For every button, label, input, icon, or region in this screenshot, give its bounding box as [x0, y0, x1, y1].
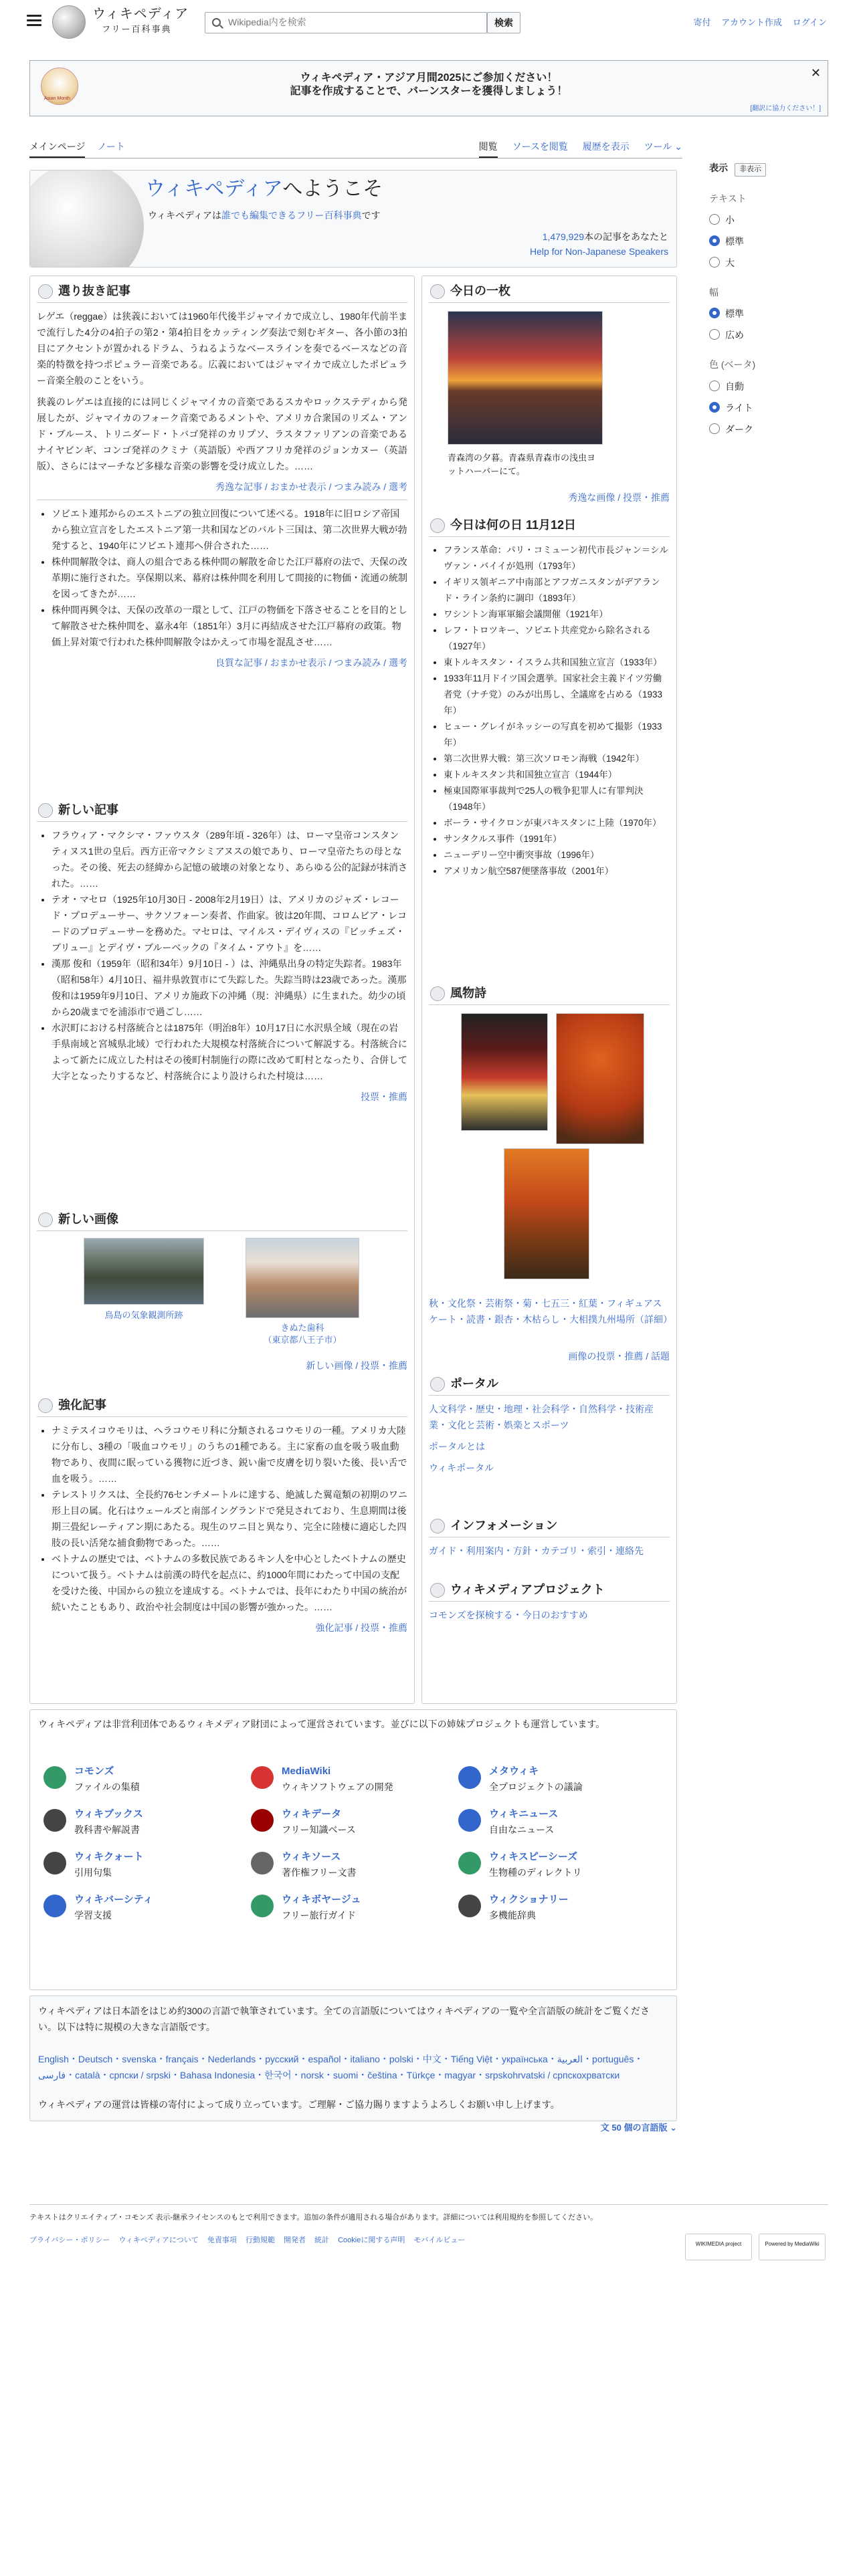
- sister-wiktionary[interactable]: ウィクショナリー 多機能辞典: [458, 1892, 659, 1932]
- footer-link[interactable]: 行動規範: [245, 2236, 275, 2244]
- section-heading: ポータル: [450, 1377, 498, 1390]
- language-count-button[interactable]: 文 50 個の言語版 ⌄: [600, 2123, 677, 2133]
- login-link[interactable]: ログイン: [792, 17, 827, 27]
- wikibooks-icon: [43, 1809, 66, 1832]
- tab-tools[interactable]: ツール ⌄: [644, 141, 682, 152]
- sister-wikiversity[interactable]: ウィキバーシティ 学習支援: [43, 1892, 244, 1932]
- sisters-intro: ウィキペディアは非営利団体であるウィキメディア財団によって運営されています。並びに以下の姉妹プロジェクトも運営しています。: [38, 1719, 605, 1729]
- section-heading: ウィキメディアプロジェクト: [450, 1583, 605, 1596]
- languages-list[interactable]: English・Deutsch・svenska・français・Nederlands・русский・español・italiano・polski・中文・Tiếng Việt・українська・العربية・português・فارسی・català・српски / srpski・Bahasa Indonesia・한국어・norsk・suomi・čeština・Türkçe・magyar・srpskohrvatski / српскохрватски: [38, 2054, 644, 2080]
- sister-wikinews[interactable]: ウィキニュース 自由なニュース: [458, 1806, 659, 1846]
- width-standard[interactable]: 標準: [709, 306, 830, 321]
- main-menu-button[interactable]: [27, 15, 41, 27]
- section-heading: 強化記事: [58, 1398, 106, 1412]
- project-text[interactable]: コモンズを探検する・今日のおすすめ: [429, 1610, 588, 1620]
- wikimedia-badge[interactable]: WIKIMEDIA project: [685, 2234, 752, 2260]
- appearance-title: 表示: [709, 163, 728, 173]
- list-item[interactable]: • レフ・トロツキー、ソビエト共産党から除名される（1927年）: [444, 623, 670, 655]
- help-non-japanese-link[interactable]: Help for Non-Japanese Speakers: [529, 246, 668, 257]
- mediawiki-icon: [251, 1766, 274, 1789]
- list-item[interactable]: • ヒュー・グレイがネッシーの写真を初めて撮影（1933年）: [444, 719, 670, 751]
- wikipedia-logo[interactable]: [52, 5, 86, 39]
- footer-link[interactable]: モバイルビュー: [413, 2236, 466, 2244]
- width-heading: 幅: [709, 286, 719, 298]
- list-item[interactable]: • 極東国際軍事裁判で25人の戦争犯罪人に有罪判決（1948年）: [444, 783, 670, 815]
- wikiportal-link[interactable]: ウィキポータル: [429, 1463, 494, 1473]
- right-column: [421, 276, 677, 1704]
- list-item[interactable]: • ワシントン海軍軍縮会議開催（1921年）: [444, 607, 670, 623]
- text-size-heading: テキスト: [709, 193, 747, 204]
- new-articles-section: [37, 800, 407, 1104]
- wikidata-icon: [251, 1809, 274, 1832]
- color-auto[interactable]: 自動: [709, 379, 830, 394]
- banner-line-1[interactable]: ウィキペディア・アジア月間2025にご参加ください！: [300, 72, 558, 84]
- wikiversity-icon: [43, 1895, 66, 1917]
- search-button[interactable]: 検索: [487, 12, 520, 33]
- portal-text[interactable]: 人文科学・歴史・地理・社会科学・自然科学・技術産業・文化と芸術・娯楽とスポーツ: [429, 1404, 654, 1430]
- section-heading: 風物詩: [450, 986, 486, 1000]
- donation-note: ウィキペディアの運営は皆様の寄付によって成り立っています。ご理解・ご協力賜りますようよろしくお願い申し上げます。: [38, 2099, 560, 2110]
- list-item[interactable]: • フランス革命：パリ・コミューン初代市長ジャン＝シルヴァン・バイイが処刑（1793年）: [444, 542, 670, 574]
- banner-line-2[interactable]: 記事を作成することで、バーンスターを獲得しましょう！: [290, 86, 568, 97]
- image-caption[interactable]: 鳥島の気象観測所跡: [104, 1310, 183, 1320]
- calendar-icon: [430, 518, 445, 533]
- seasonal-text[interactable]: 秋・文化祭・芸術祭・菊・七五三・紅葉・フィギュアスケート・読書・銀杏・木枯らし・大相撲九州場所（詳細）: [429, 1298, 672, 1325]
- tab-history[interactable]: 履歴を表示: [582, 141, 630, 152]
- list-item[interactable]: • イギリス領ギニア中南部とアフガニスタンがデアランド・ライン条約に調印（1893年）: [444, 574, 670, 607]
- list-item[interactable]: • 東トルキスタン共和国独立宣言（1944年）: [444, 767, 670, 783]
- image-icon: [430, 284, 445, 299]
- list-item[interactable]: • 1933年11月ドイツ国会選挙。国家社会主義ドイツ労働者党（ナチ党）のみが出馬し、全議席を占める（1933年）: [444, 671, 670, 719]
- appearance-panel: [709, 160, 830, 437]
- meta-icon: [458, 1766, 481, 1789]
- section-heading: 今日は何の日 11月12日: [450, 518, 577, 532]
- portal-about-link[interactable]: ポータルとは: [429, 1441, 485, 1452]
- enhanced-section: [37, 1396, 407, 1635]
- welcome-title: ウィキペディアへようこそ: [145, 177, 383, 201]
- donate-link[interactable]: 寄付: [693, 17, 711, 27]
- commons-icon: [43, 1766, 66, 1789]
- footer-link[interactable]: 開発者: [283, 2236, 306, 2244]
- list-item[interactable]: • 第二次世界大戦：第三次ソロモン海戦（1942年）: [444, 751, 670, 767]
- sister-mediawiki[interactable]: MediaWiki ウィキソフトウェアの開発: [251, 1763, 452, 1804]
- translate-help-link[interactable]: [翻訳に協力ください！]: [750, 105, 821, 112]
- today-image-links[interactable]: 秀逸な画像 / 投票・推薦: [568, 492, 670, 503]
- user-links: [686, 16, 828, 30]
- info-icon: [430, 1519, 445, 1533]
- leaf-icon: [430, 986, 445, 1001]
- wikivoyage-icon: [251, 1895, 274, 1917]
- image-caption: きぬた歯科 （東京都八王子市）: [263, 1323, 342, 1345]
- close-icon[interactable]: ✕: [810, 66, 821, 80]
- tab-view-source[interactable]: ソースを閲覧: [512, 141, 568, 152]
- sister-wikisource[interactable]: ウィキソース 著作権フリー文書: [251, 1849, 452, 1889]
- featured-paragraph-1: レゲエ（reggae）は狭義においては1960年代後半ジャマイカで成立し、1980年代前半まで流行した4分の4拍子の第2・第4拍目をカッティング奏法で刻むギター、各小節の3拍目にアクセントが置かれるドラム、うねるようなベースラインを奏でるベースなどの音楽的特徴を持つポピュラー音楽である。広義においてはジャマイカで成立したポピュラー音楽全般のことをいう。: [37, 311, 407, 386]
- seasonal-image-1[interactable]: [461, 1013, 548, 1131]
- footer-link[interactable]: ウィキペディアについて: [118, 2236, 199, 2244]
- mediawiki-badge[interactable]: Powered by MediaWiki: [759, 2234, 826, 2260]
- section-heading: インフォメーション: [450, 1519, 558, 1532]
- portal-icon: [430, 1377, 445, 1392]
- seasonal-section: [429, 984, 672, 1362]
- tab-talk[interactable]: ノート: [97, 141, 125, 152]
- info-section: [429, 1516, 670, 1559]
- search-input[interactable]: [227, 16, 481, 28]
- sister-wikidata[interactable]: ウィキデータ フリー知識ベース: [251, 1806, 452, 1846]
- list-item[interactable]: • 株仲間再興令は、天保の改革の一環として、江戸の物価を下落させることを目的として解散させた株仲間を、嘉永4年（1851年）3月に再結成させた江戸幕府の政策。物価上昇対策で行われた株仲間解散令はかえって市場を混乱させ……: [52, 602, 407, 650]
- section-heading: 新しい画像: [58, 1212, 118, 1226]
- wikispecies-icon: [458, 1852, 481, 1874]
- list-item[interactable]: • 東トルキスタン・イスラム共和国独立宣言（1933年）: [444, 655, 670, 671]
- welcome-subtitle: ウィキペディアは誰でも編集できるフリー百科事典です: [148, 210, 381, 221]
- wikimedia-icon: [430, 1583, 445, 1598]
- section-heading: 選り抜き記事: [58, 284, 130, 298]
- namespace-tabs: [29, 139, 134, 158]
- search-icon: [212, 18, 221, 27]
- list-item[interactable]: • 水沢町における村落統合とは1875年（明治8年）10月17日に水沢県全域（現在の岩手県南域と宮城県北域）で行われた大規模な村落統合について解説する。村落統合によって新たに成立した村はその後町村制施行の際に改めて町村となったり、合併して大字となったりするなど、村落統合により設けられた村境は……: [52, 1020, 407, 1084]
- question-icon: [38, 803, 53, 818]
- featured-links[interactable]: 秀逸な記事 / おまかせ表示 / つまみ読み / 選考: [215, 481, 407, 492]
- color-light[interactable]: ライト: [709, 401, 830, 415]
- list-item[interactable]: • ニューデリー空中衝突事故（1996年）: [444, 847, 670, 863]
- footer-divider: [29, 2204, 828, 2205]
- today-image-section: [429, 282, 670, 503]
- list-item[interactable]: • アメリカン航空587便墜落事故（2001年）: [444, 863, 670, 879]
- languages-box: [29, 1996, 677, 2121]
- new-images-section: [37, 1210, 407, 1371]
- list-item[interactable]: • ソビエト連邦からのエストニアの独立回復について述べる。1918年に旧ロシア帝国から独立宣言をしたエストニア第一共和国などのバルト三国は、第二次世界大戦が勃発すると、1940年にソビエト連邦へ併合された……: [52, 506, 407, 554]
- color-heading: 色 (ベータ): [709, 359, 756, 370]
- text-size-standard[interactable]: 標準: [709, 234, 830, 249]
- section-heading: 今日の一枚: [450, 284, 510, 298]
- wikipedia-globe-image: [29, 170, 144, 267]
- article-count: 1,479,929本の記事をあなたと: [542, 231, 668, 242]
- good-article-links[interactable]: 良質な記事 / おまかせ表示 / つまみ読み / 選考: [215, 657, 407, 669]
- logo-subtitle: フリー百科事典: [102, 24, 172, 34]
- torishima-image[interactable]: [84, 1238, 204, 1305]
- aomori-sunset-image[interactable]: [448, 311, 603, 445]
- new-images-links[interactable]: 新しい画像 / 投票・推薦: [306, 1360, 407, 1371]
- sister-meta[interactable]: メタウィキ 全プロジェクトの議論: [458, 1763, 659, 1804]
- on-this-day-section: [429, 516, 670, 879]
- tab-main-page[interactable]: メインページ: [29, 139, 85, 158]
- footer-link[interactable]: プライバシー・ポリシー: [29, 2236, 110, 2244]
- info-text[interactable]: ガイド・利用案内・方針・カテゴリ・索引・連絡先: [429, 1545, 644, 1556]
- wiktionary-icon: [458, 1895, 481, 1917]
- footer-license: テキストはクリエイティブ・コモンズ 表示-継承ライセンスのもとで利用できます。追加の条件が適用される場合があります。詳細については利用規約を参照してください。: [29, 2214, 598, 2222]
- left-column: [29, 276, 415, 1704]
- width-wide[interactable]: 広め: [709, 328, 830, 342]
- featured-paragraph-2: 狭義のレゲエは直接的には同じくジャマイカの音楽であるスカやロックステディから発展したが、ジャマイカのフォーク音楽であるメントや、アメリカ合衆国のリズム・アンド・ブルース、トリニダード・トバゴ発祥のカリプソ、ラスタファリアンの音楽であるナイヤビンギ、コンゴ発祥のクミナ（英語版）や西アフリカ発祥のジョンカヌー（英語版）、さらにはマーチなど多様な音楽の影響を受け成立した。……: [37, 397, 407, 471]
- featured-section: [37, 282, 407, 671]
- text-size-small[interactable]: 小: [709, 213, 830, 227]
- enhanced-links[interactable]: 強化記事 / 投票・推薦: [315, 1622, 407, 1633]
- seasonal-links[interactable]: 画像の投票・推薦 / 話題: [568, 1351, 670, 1362]
- image-icon: [38, 1212, 53, 1227]
- footer-links: [29, 2235, 472, 2247]
- wikiquote-icon: [43, 1852, 66, 1874]
- site-header: [0, 0, 859, 45]
- list-item[interactable]: • 漢那 俊和（1959年（昭和34年）9月10日 - ）は、沖縄県出身の特定失踪者。1983年（昭和58年）4月10日、福井県敦賀市にて失踪した。失踪当時は23歳であった。漢那俊和は1959年9月10日、アメリカ施政下の沖縄（現：沖縄県）に生まれた。幼少の頃から20歳までを浦添市で過ごし……: [52, 956, 407, 1020]
- wikinews-icon: [458, 1809, 481, 1832]
- sister-wikispecies[interactable]: ウィキスピーシーズ 生物種のディレクトリ: [458, 1849, 659, 1889]
- sister-wikibooks[interactable]: ウィキブックス 教科書や解説書: [43, 1806, 244, 1846]
- list-item[interactable]: • サンタクルス事件（1991年）: [444, 831, 670, 847]
- list-item[interactable]: • フラウィア・マクシマ・ファウスタ（289年頃 - 326年）は、ローマ皇帝コンスタンティヌス1世の皇后。西方正帝マクシミアヌスの娘であり、ローマ皇帝たちの母となった。その後、死去の経緯から記憶の破壊の対象となり、あらゆる公的記録が抹消された。……: [52, 827, 407, 891]
- kinuta-image[interactable]: [246, 1238, 359, 1318]
- list-item[interactable]: • ボーラ・サイクロンが東パキスタンに上陸（1970年）: [444, 815, 670, 831]
- sister-commons[interactable]: コモンズ ファイルの集積: [43, 1763, 244, 1804]
- new-articles-links[interactable]: 投票・推薦: [361, 1091, 407, 1102]
- image-caption: 青森湾の夕暮。青森県青森市の浅虫ヨットハーバーにて。: [448, 453, 596, 476]
- seasonal-image-2[interactable]: [556, 1013, 644, 1144]
- footer-link[interactable]: 統計: [314, 2236, 330, 2244]
- sister-projects: [29, 1709, 677, 1990]
- sister-wikiquote[interactable]: ウィキクォート 引用句集: [43, 1849, 244, 1889]
- logo-title[interactable]: ウィキペディア: [92, 5, 189, 21]
- text-size-large[interactable]: 大: [709, 255, 830, 270]
- list-item[interactable]: • ナミテスイコウモリは、ヘラコウモリ科に分類されるコウモリの一種。アメリカ大陸に分布し、3種の「吸血コウモリ」のうちの1種である。主に家畜の血を吸う吸血動物であり、夜間に眠っている獲物に近づき、鋭い歯で皮膚を切り裂いた後、長い舌で血を吸う。……: [52, 1422, 407, 1487]
- site-notice-banner: [29, 60, 828, 116]
- star-icon: [38, 1398, 53, 1413]
- create-account-link[interactable]: アカウント作成: [721, 17, 783, 27]
- footer-link[interactable]: 免責事項: [207, 2236, 237, 2244]
- star-icon: [38, 284, 53, 299]
- list-item[interactable]: • ベトナムの歴史では、ベトナムの多数民族であるキン人を中心としたベトナムの歴史について扱う。ベトナムは前漢の時代を起点に、約1000年間にわたって中国の支配を受けた後、中国からの独立を達成する。ベトナムでは、長年にわたり中国の統治が続いたこともあり、政治や社会制度は中国の影響が強かった。……: [52, 1551, 407, 1615]
- welcome-box: [29, 170, 677, 267]
- project-section: [429, 1580, 670, 1623]
- appearance-hide-button[interactable]: 非表示: [735, 163, 766, 177]
- list-item[interactable]: • テレストリクスは、全長約76センチメートルに達する、絶滅した翼竜類の初期のワニ形上目の属。化石はウェールズと南部イングランドで発見されており、生息期間は後期三畳紀レーティアン期にあたる。現生のワニ目と異なり、完全に陸棲に適応した四肢の長い活発な捕食動物であった。……: [52, 1487, 407, 1551]
- languages-intro: ウィキペディアは日本語をはじめ約300の言語で執筆されています。全ての言語版についてはウィキペディアの一覧や全言語版の統計をご覧ください。以下は特に規模の大きな言語版です。: [38, 2006, 650, 2032]
- view-tabs: [467, 139, 682, 158]
- list-item[interactable]: • テオ・マセロ（1925年10月30日 - 2008年2月19日）は、アメリカのジャズ・レコード・プロデューサー、サクソフォーン奏者、作曲家。彼は20年間、コロムビア・レコードのプロデューサーを務めた。マセロは、マイルス・デイヴィスの『ビッチェズ・ブリュー』とデイヴ・ブルーベックの『タイム・アウト』を……: [52, 891, 407, 956]
- footer-link[interactable]: Cookieに関する声明: [338, 2236, 405, 2244]
- portal-section: [429, 1374, 670, 1476]
- section-heading: 新しい記事: [58, 803, 118, 817]
- list-item[interactable]: • 株仲間解散令は、商人の組合である株仲間の解散を命じた江戸幕府の法で、天保の改革期に施行された。享保期以来、幕府は株仲間を利用して間接的に物価・流通の統制を図ってきたが……: [52, 554, 407, 602]
- seasonal-image-3[interactable]: [504, 1148, 589, 1279]
- search-box[interactable]: [205, 12, 487, 33]
- wikisource-icon: [251, 1852, 274, 1874]
- sister-wikivoyage[interactable]: ウィキボヤージュ フリー旅行ガイド: [251, 1892, 452, 1932]
- color-dark[interactable]: ダーク: [709, 422, 830, 437]
- tab-read[interactable]: 閲覧: [479, 139, 498, 158]
